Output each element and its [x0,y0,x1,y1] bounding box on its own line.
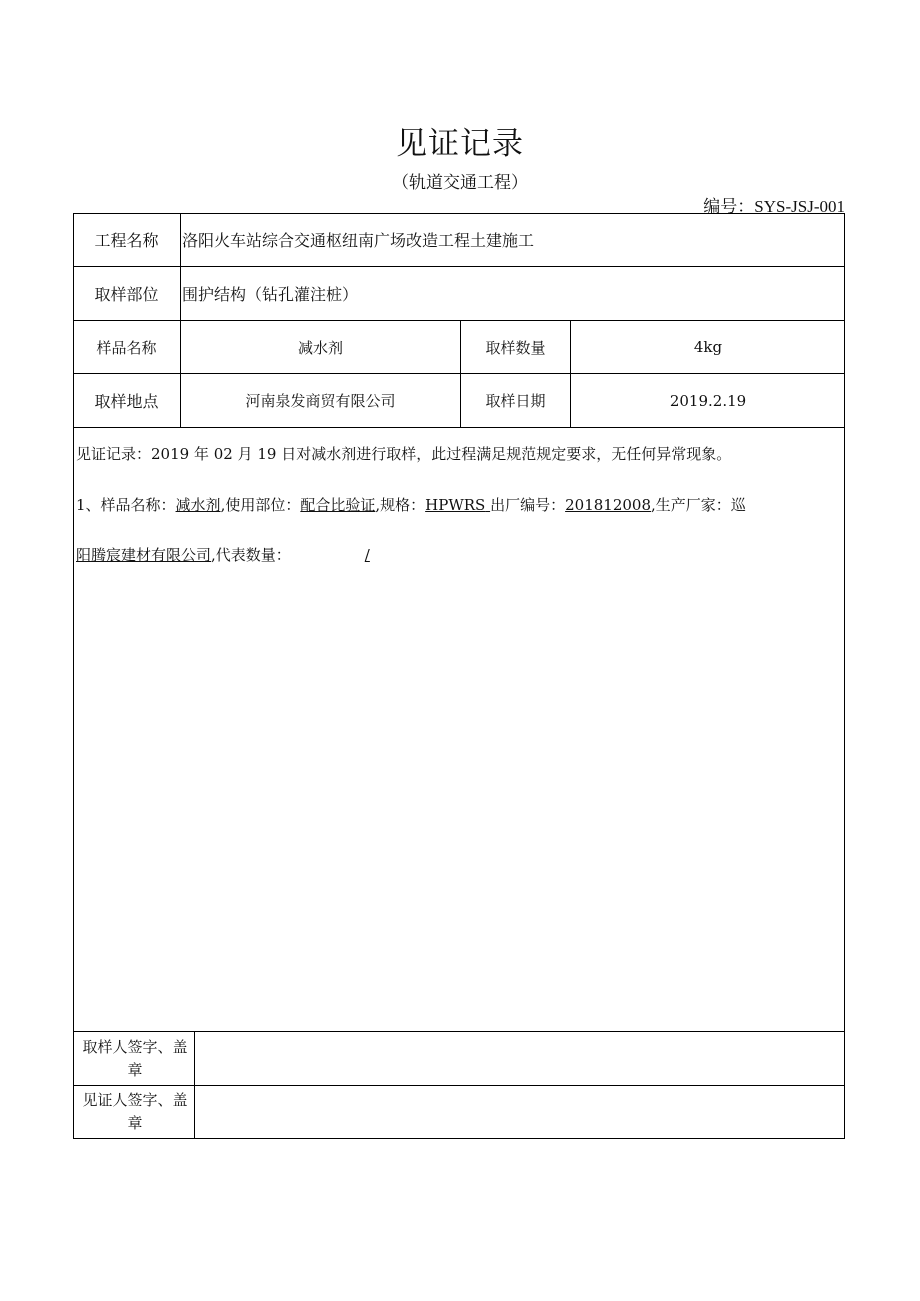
witness-signature-label-line2: 章 [127,1114,143,1132]
sample-name-label: 样品名称 [96,338,157,357]
maker-part2: 阳腾宸建材有限公司 [76,546,212,564]
sample-place-value: 河南泉发商贸有限公司 [245,392,396,410]
qty-label: ,代表数量： [211,546,291,564]
spec-label: ,规格： [375,496,426,514]
document-subtitle: （轨道交通工程） [392,173,528,193]
sample-date-value: 2019.2.19 [669,391,747,410]
project-name-label: 工程名称 [94,231,159,250]
sample-place-label: 取样地点 [94,392,159,411]
sample-name-value: 减水剂 [297,338,343,357]
sample-date-label: 取样日期 [485,392,546,410]
project-name-value: 洛阳火车站综合交通枢纽南广场改造工程土建施工 [182,231,535,250]
record-line-1: 见证记录：2019 年 02 月 19 日对减水剂进行取样，此过程满足规范规定要求，无任何异常现象。 [76,445,732,463]
sample-qty-value: 4kg [693,338,723,356]
sampler-signature-label-line2: 章 [127,1061,143,1079]
item-prefix: 1、样品名称： [76,496,176,514]
spec-value: HPWRS [425,496,486,514]
batch-value: 201812008 [565,496,652,514]
sample-qty-label: 取样数量 [485,338,546,357]
maker-part1: 巡 [730,496,746,514]
use-value: 配合比验证 [300,496,376,514]
batch-label: 出厂编号： [490,496,566,514]
maker-label: ,生产厂家： [651,496,731,514]
record-line-2 [76,494,746,515]
sample-part-label: 取样部位 [94,285,159,304]
sampler-signature-label-line1: 取样人签字、盖 [82,1038,188,1056]
witness-signature-label-line1: 见证人签字、盖 [82,1091,188,1109]
qty-value: / [364,546,370,564]
witness-signature-field[interactable] [195,1086,844,1138]
sampler-signature-label [76,1036,194,1082]
item-name: 减水剂 [175,496,221,514]
record-line-3 [76,544,370,565]
use-label: ,使用部位： [220,496,301,514]
document-title: 见证记录 [396,126,524,162]
document-code: 编号：SYS-JSJ-001 [703,197,845,216]
row-divider [73,427,845,428]
sampler-signature-field[interactable] [195,1032,844,1085]
sample-part-value: 围护结构（钻孔灌注桩） [182,285,359,304]
witness-signature-label [76,1089,194,1135]
